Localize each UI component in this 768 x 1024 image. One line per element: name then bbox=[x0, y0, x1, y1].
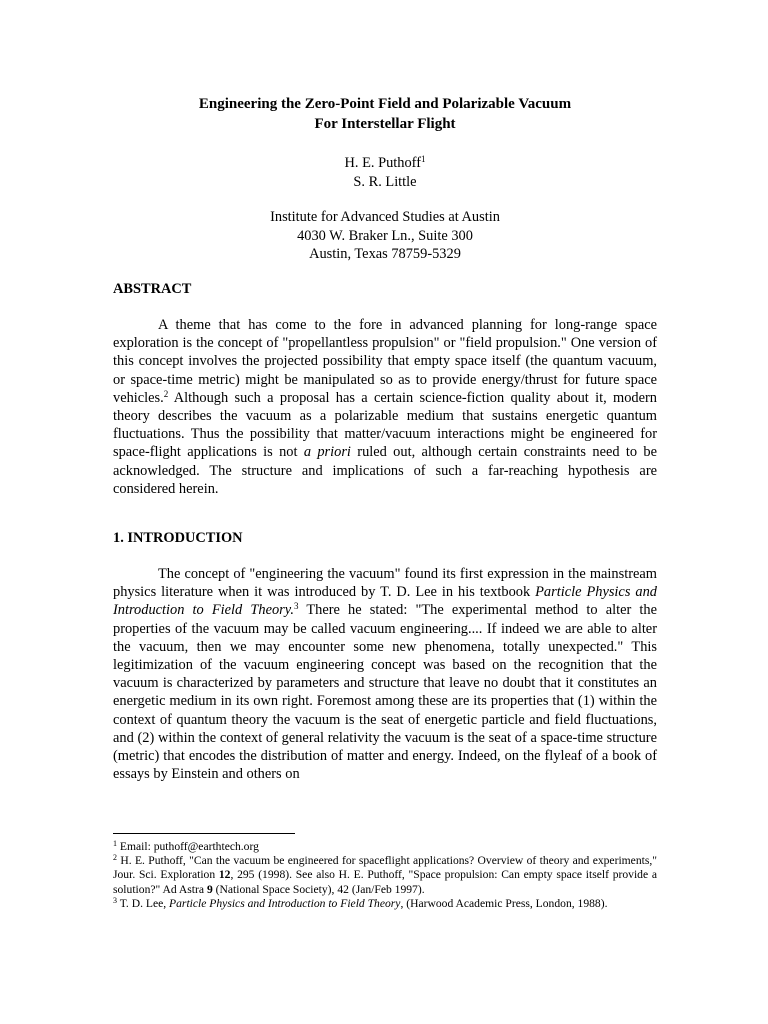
footnote-text: (National Space Society), 42 (Jan/Feb 1997). bbox=[212, 882, 425, 896]
abstract-text-3: ruled out, although certain constraints need to be acknowledged. The structure and implications of such a far-reaching hypothesis are considered herein. bbox=[113, 444, 657, 497]
footnote-text: H. E. Puthoff, "Can the vacuum be engineered for spaceflight applications? Overview of theory and experiments," Jour. Sci. Exploration bbox=[113, 854, 657, 882]
intro-text-1: The concept of "engineering the vacuum" found its first expression in the mainstream physics literature when it was introduced by T. D. Lee in his textbook bbox=[113, 566, 657, 601]
title-line-1: Engineering the Zero-Point Field and Polarizable Vacuum bbox=[198, 96, 572, 112]
footnote-mark: 3 bbox=[113, 895, 117, 905]
intro-book-title: Particle Physics and Introduction to Field Theory. bbox=[113, 584, 657, 619]
title-line-2: For Interstellar Flight bbox=[314, 116, 456, 132]
footnotes bbox=[113, 840, 657, 911]
footnote-text: Particle Physics and Introduction to Field Theory bbox=[169, 896, 401, 910]
footnote-text: 12 bbox=[218, 868, 231, 882]
paper-title bbox=[113, 94, 657, 134]
author-list bbox=[113, 154, 657, 192]
footnote-mark: 1 bbox=[113, 839, 117, 848]
footnote-mark: 2 bbox=[113, 853, 117, 863]
footnote-text: Email: puthoff@earthtech.org bbox=[117, 840, 259, 853]
footnote-text: T. D. Lee, bbox=[117, 896, 170, 910]
author-name: S. R. Little bbox=[353, 174, 417, 190]
footnote-2 bbox=[113, 854, 657, 897]
footnote-ref-2: 2 bbox=[163, 388, 169, 399]
affiliation-city: Austin, Texas 78759-5329 bbox=[309, 246, 461, 262]
footnote-1 bbox=[113, 840, 657, 854]
abstract-text-1: A theme that has come to the fore in advanced planning for long-range space exploration is the concept of "propellantless propulsion" or "field propulsion." One version of this concept involves the projected possibility that empty space itself (the quantum vacuum, or space-time metric) might be manipulated so as to provide energy/thrust for future space vehicles. bbox=[113, 317, 657, 406]
author-footnote-mark: 1 bbox=[421, 154, 426, 164]
footnote-separator bbox=[113, 833, 295, 834]
footnote-ref-3: 3 bbox=[293, 601, 299, 612]
intro-text-2: There he stated: "The experimental method to alter the properties of the vacuum may be called vacuum engineering.... If indeed we are able to alter the vacuum, then we may encounter some new phenomena, totally unexpected." This legitimization of the vacuum engineering concept was based on the recognition that the vacuum is characterized by parameters and structure that leave no doubt that it constitutes an energetic medium in its own right. Foremost among these are its properties that (1) within the context of quantum theory the vacuum is the seat of energetic particle and field fluctuations, and (2) within the context of general relativity the vacuum is the seat of a space-time structure (metric) that encodes the distribution of matter and energy. Indeed, on the flyleaf of a book of essays by Einstein and others on bbox=[113, 602, 658, 783]
introduction-paragraph bbox=[113, 565, 657, 783]
abstract-heading: ABSTRACT bbox=[113, 281, 192, 297]
footnote-text: , (Harwood Academic Press, London, 1988). bbox=[400, 896, 608, 910]
author-1 bbox=[113, 154, 657, 173]
author-2 bbox=[113, 173, 657, 192]
abstract-text-2: Although such a proposal has a certain science-fiction quality about it, modern theory describes the vacuum as a polarizable medium that sustains energetic quantum fluctuations. Thus the possibility that matter/vacuum interactions might be engineered for space-flight applications is not bbox=[113, 389, 657, 461]
abstract-paragraph bbox=[113, 316, 657, 498]
author-name: H. E. Puthoff bbox=[344, 155, 421, 171]
footnote-text: 9 bbox=[206, 882, 213, 896]
abstract-italic: a priori bbox=[303, 444, 351, 461]
affiliation-institute: Institute for Advanced Studies at Austin bbox=[270, 209, 500, 225]
affiliation bbox=[113, 208, 657, 264]
footnote-3 bbox=[113, 897, 657, 911]
introduction-heading: 1. INTRODUCTION bbox=[113, 530, 243, 546]
affiliation-street: 4030 W. Braker Ln., Suite 300 bbox=[297, 227, 473, 244]
footnote-text: , 295 (1998). See also H. E. Puthoff, "Space propulsion: Can empty space itself provide a solution?" Ad Astra bbox=[113, 868, 657, 896]
